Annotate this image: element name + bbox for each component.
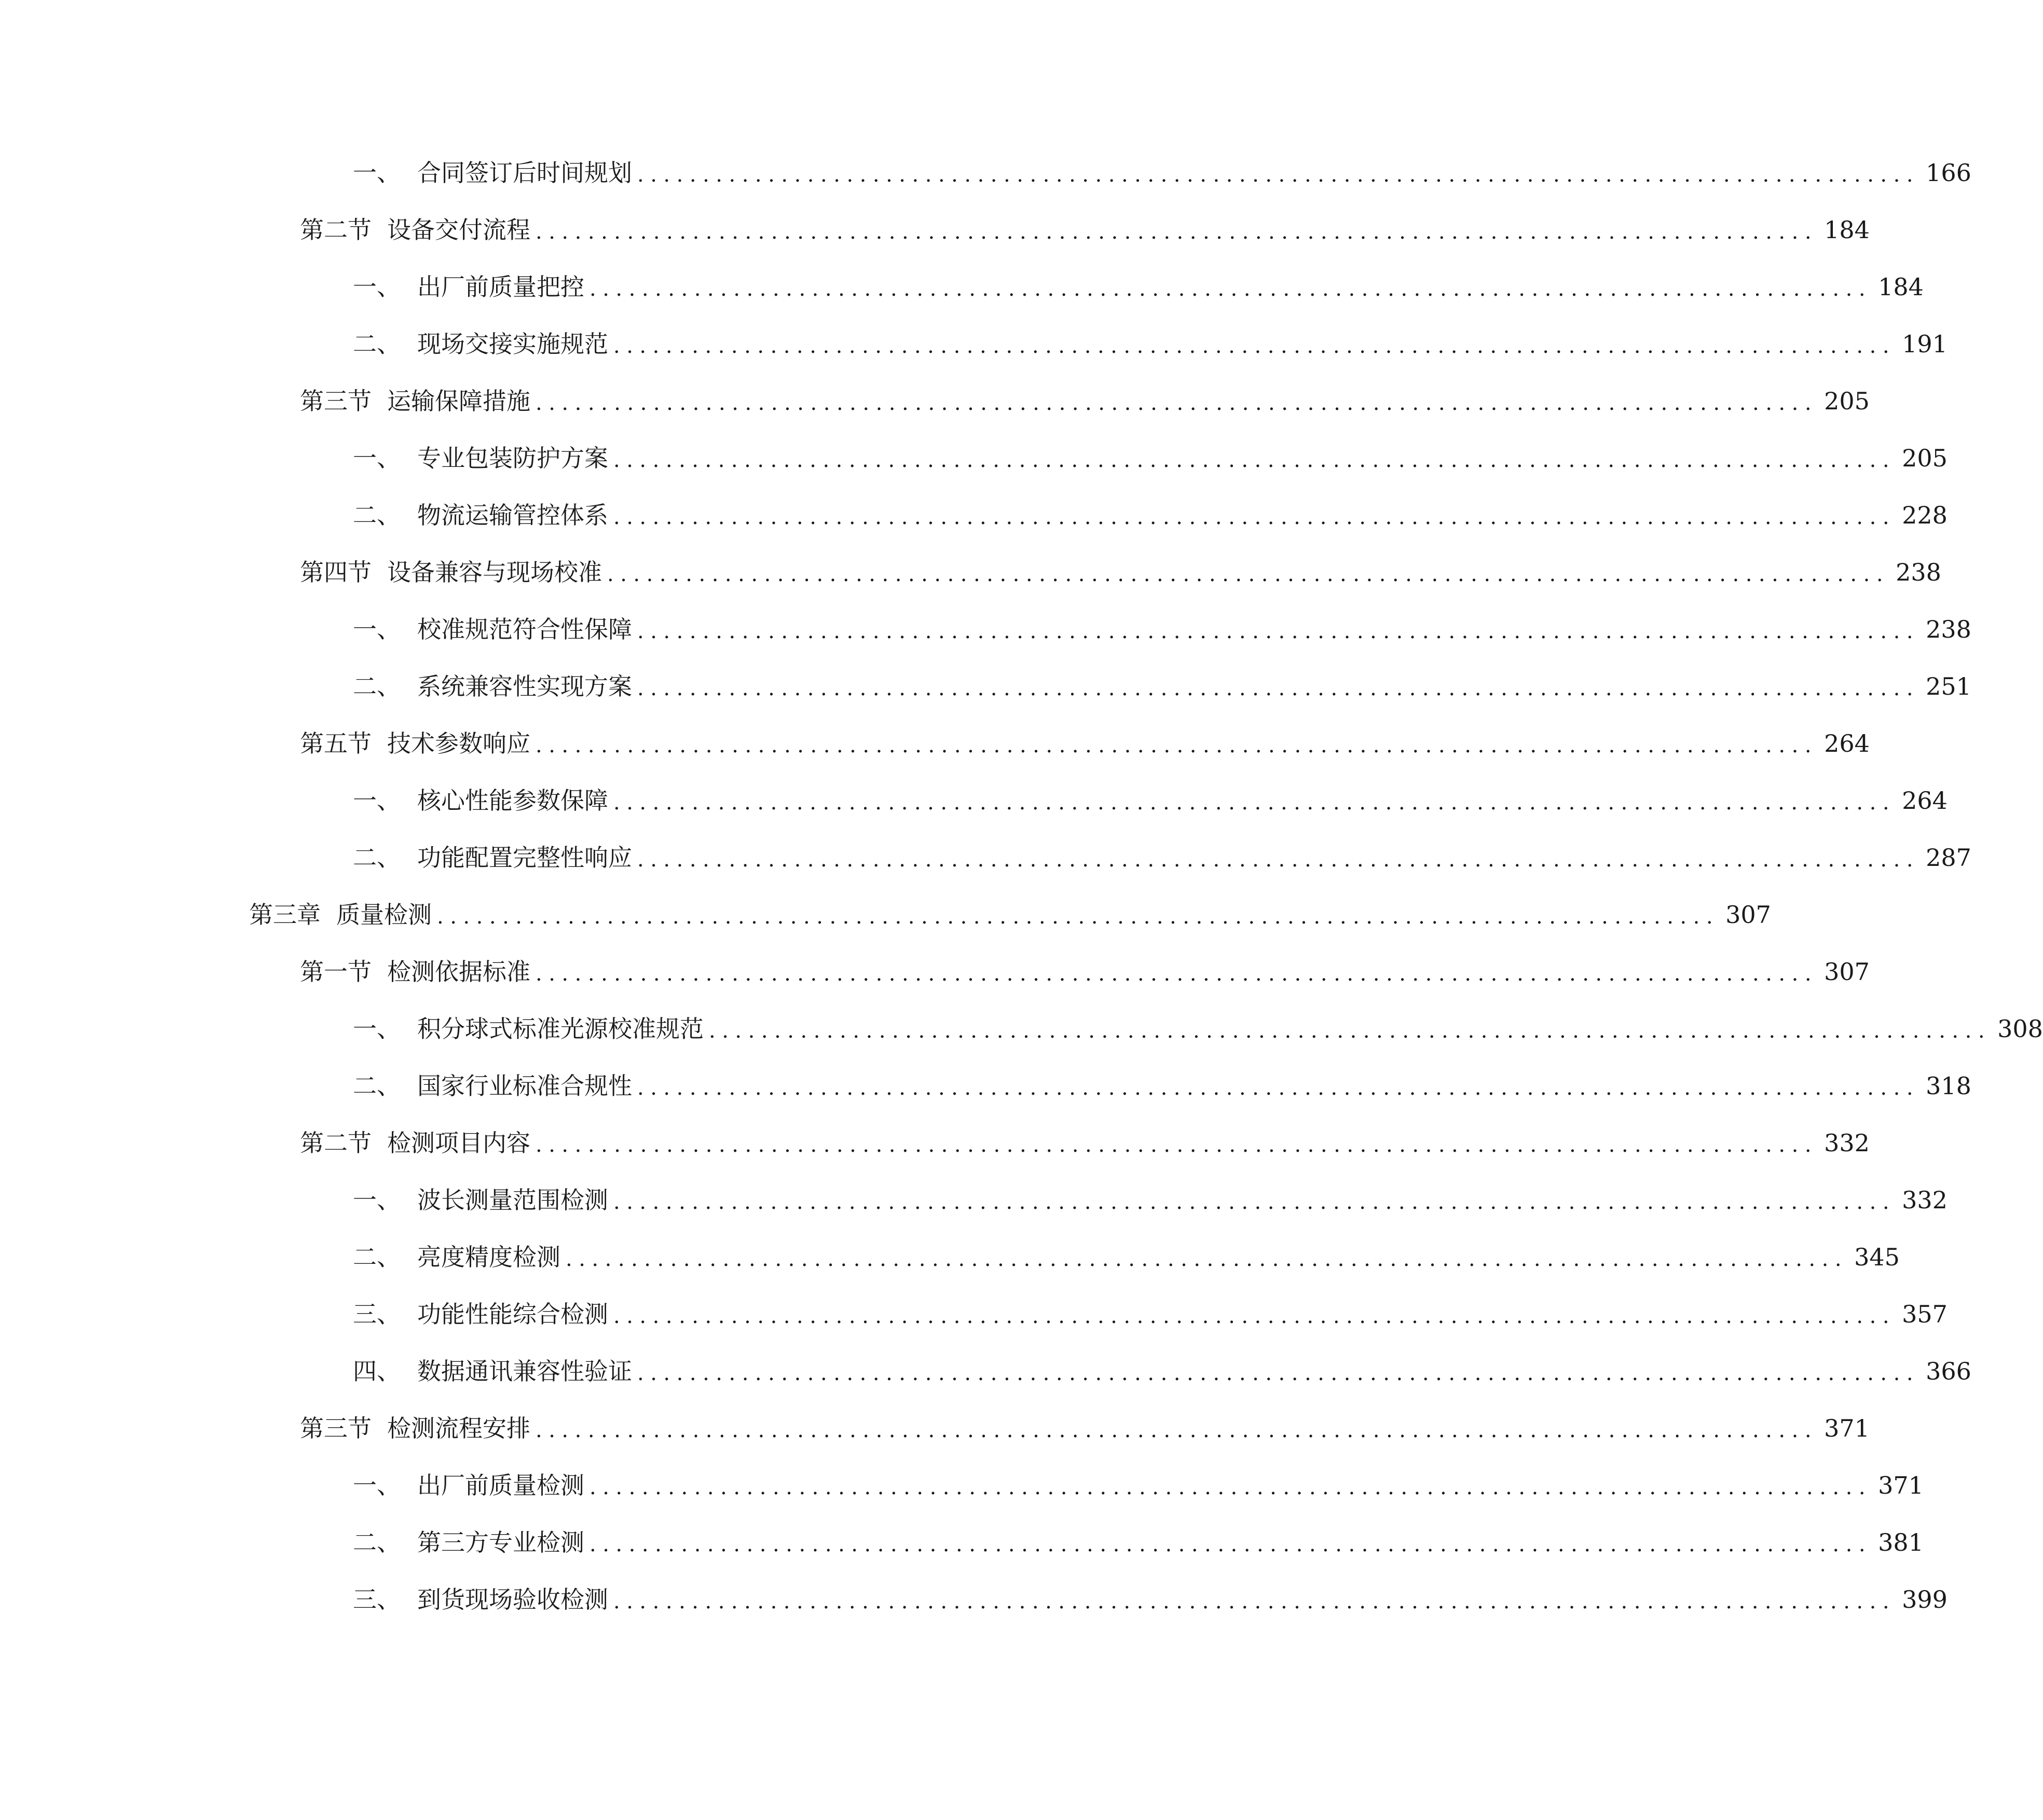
entry-title: 到货现场验收检测 bbox=[417, 1585, 608, 1614]
dot-leader: .................................................................................................. bbox=[613, 334, 1896, 358]
entry-page-number: 191 bbox=[1902, 330, 1948, 358]
entry-number: 一、 bbox=[353, 444, 401, 472]
entry-title: 第三方专业检测 bbox=[417, 1528, 584, 1556]
entry-title: 出厂前质量把控 bbox=[417, 273, 584, 301]
dot-leader: .................................................................................................. bbox=[589, 1533, 1872, 1556]
entry-title: 设备交付流程 bbox=[387, 216, 530, 244]
entry-number: 一、 bbox=[353, 273, 401, 301]
dot-leader: .................................................................................................. bbox=[437, 905, 1720, 929]
entry-page-number: 166 bbox=[1926, 159, 1971, 187]
toc-entry[interactable] bbox=[353, 1011, 2043, 1047]
entry-title: 检测依据标准 bbox=[387, 958, 530, 986]
entry-title: 波长测量范围检测 bbox=[417, 1186, 608, 1214]
entry-number: 二、 bbox=[353, 330, 401, 358]
entry-page-number: 357 bbox=[1902, 1300, 1948, 1328]
entry-title: 数据通讯兼容性验证 bbox=[417, 1357, 632, 1385]
entry-number: 一、 bbox=[353, 787, 401, 815]
toc-entry[interactable] bbox=[353, 155, 1971, 191]
entry-title: 检测项目内容 bbox=[387, 1129, 530, 1157]
toc-entry[interactable] bbox=[300, 383, 1870, 419]
dot-leader: .................................................................................................. bbox=[637, 848, 1920, 872]
entry-number: 第一节 bbox=[300, 958, 372, 986]
dot-leader: .................................................................................................. bbox=[536, 220, 1818, 244]
entry-title: 功能性能综合检测 bbox=[417, 1300, 608, 1328]
dot-leader: .................................................................................................. bbox=[637, 677, 1920, 700]
toc-entry[interactable] bbox=[353, 1353, 1971, 1389]
dot-leader: .................................................................................................. bbox=[613, 791, 1896, 815]
entry-title: 检测流程安排 bbox=[387, 1414, 530, 1442]
entry-number: 二、 bbox=[353, 672, 401, 700]
entry-number: 四、 bbox=[353, 1357, 401, 1385]
entry-title: 现场交接实施规范 bbox=[417, 330, 608, 358]
entry-number: 二、 bbox=[353, 844, 401, 872]
toc-entry[interactable] bbox=[353, 782, 1948, 819]
entry-page-number: 366 bbox=[1926, 1357, 1971, 1385]
dot-leader: .................................................................................................. bbox=[613, 448, 1896, 472]
toc-entry[interactable] bbox=[353, 326, 1948, 362]
dot-leader: .................................................................................................. bbox=[637, 1361, 1920, 1385]
toc-entry[interactable] bbox=[300, 725, 1870, 762]
entry-page-number: 238 bbox=[1926, 615, 1971, 643]
toc-entry[interactable] bbox=[353, 839, 1971, 876]
toc-entry[interactable] bbox=[353, 1068, 1971, 1104]
dot-leader: .................................................................................................. bbox=[536, 962, 1818, 986]
entry-title: 合同签订后时间规划 bbox=[417, 159, 632, 187]
entry-number: 一、 bbox=[353, 1186, 401, 1214]
entry-title: 积分球式标准光源校准规范 bbox=[417, 1015, 704, 1043]
entry-title: 国家行业标准合规性 bbox=[417, 1072, 632, 1100]
entry-number: 第三节 bbox=[300, 387, 372, 415]
entry-page-number: 381 bbox=[1878, 1528, 1924, 1556]
entry-title: 功能配置完整性响应 bbox=[417, 844, 632, 872]
toc-entry[interactable] bbox=[353, 440, 1948, 476]
entry-page-number: 238 bbox=[1896, 558, 1941, 586]
entry-title: 物流运输管控体系 bbox=[417, 501, 608, 529]
entry-page-number: 184 bbox=[1824, 216, 1870, 244]
entry-page-number: 307 bbox=[1725, 901, 1771, 929]
dot-leader: .................................................................................................. bbox=[536, 391, 1818, 415]
toc-entry[interactable] bbox=[300, 1410, 1870, 1446]
entry-number: 第三节 bbox=[300, 1414, 372, 1442]
toc-entry[interactable] bbox=[353, 668, 1971, 705]
entry-title: 校准规范符合性保障 bbox=[417, 615, 632, 643]
dot-leader: .................................................................................................. bbox=[613, 1590, 1896, 1614]
entry-page-number: 308 bbox=[1997, 1015, 2043, 1043]
entry-number: 第五节 bbox=[300, 729, 372, 757]
entry-page-number: 205 bbox=[1824, 387, 1870, 415]
dot-leader: .................................................................................................. bbox=[536, 1133, 1818, 1157]
entry-page-number: 332 bbox=[1824, 1129, 1870, 1157]
entry-number: 一、 bbox=[353, 1471, 401, 1499]
dot-leader: .................................................................................................. bbox=[566, 1247, 1848, 1271]
entry-title: 系统兼容性实现方案 bbox=[417, 672, 632, 700]
toc-entry[interactable] bbox=[300, 1125, 1870, 1161]
entry-number: 第三章 bbox=[249, 901, 321, 929]
toc-entry[interactable] bbox=[353, 1296, 1948, 1332]
entry-number: 三、 bbox=[353, 1300, 401, 1328]
entry-title: 设备兼容与现场校准 bbox=[387, 558, 602, 586]
dot-leader: .................................................................................................. bbox=[607, 562, 1890, 586]
entry-page-number: 205 bbox=[1902, 444, 1948, 472]
entry-number: 一、 bbox=[353, 159, 401, 187]
entry-page-number: 307 bbox=[1824, 958, 1870, 986]
toc-entry[interactable] bbox=[353, 497, 1948, 533]
entry-number: 第四节 bbox=[300, 558, 372, 586]
entry-page-number: 345 bbox=[1854, 1243, 1900, 1271]
dot-leader: .................................................................................................. bbox=[536, 734, 1818, 757]
toc-entry[interactable] bbox=[300, 954, 1870, 990]
entry-page-number: 228 bbox=[1902, 501, 1948, 529]
entry-number: 第二节 bbox=[300, 1129, 372, 1157]
toc-entry[interactable] bbox=[249, 897, 1771, 933]
entry-page-number: 251 bbox=[1926, 672, 1971, 700]
entry-number: 三、 bbox=[353, 1585, 401, 1614]
toc-entry[interactable] bbox=[353, 1239, 1900, 1275]
entry-page-number: 264 bbox=[1824, 729, 1870, 757]
dot-leader: .................................................................................................. bbox=[637, 1076, 1920, 1100]
toc-entry[interactable] bbox=[353, 1467, 1924, 1504]
entry-title: 运输保障措施 bbox=[387, 387, 530, 415]
dot-leader: .................................................................................................. bbox=[637, 619, 1920, 643]
toc-entry[interactable] bbox=[353, 611, 1971, 647]
entry-title: 核心性能参数保障 bbox=[417, 787, 608, 815]
entry-number: 二、 bbox=[353, 1072, 401, 1100]
dot-leader: .................................................................................................. bbox=[613, 1304, 1896, 1328]
entry-number: 二、 bbox=[353, 1528, 401, 1556]
entry-number: 一、 bbox=[353, 1015, 401, 1043]
dot-leader: .................................................................................................. bbox=[709, 1019, 1992, 1043]
entry-page-number: 332 bbox=[1902, 1186, 1948, 1214]
toc-entry[interactable] bbox=[300, 212, 1870, 248]
entry-title: 专业包装防护方案 bbox=[417, 444, 608, 472]
toc-entry[interactable] bbox=[353, 269, 1924, 305]
entry-number: 一、 bbox=[353, 615, 401, 643]
dot-leader: .................................................................................................. bbox=[613, 1190, 1896, 1214]
toc-entry[interactable] bbox=[353, 1581, 1948, 1618]
toc-entry[interactable] bbox=[353, 1182, 1948, 1218]
dot-leader: .................................................................................................. bbox=[613, 505, 1896, 529]
entry-title: 质量检测 bbox=[336, 901, 432, 929]
entry-title: 亮度精度检测 bbox=[417, 1243, 560, 1271]
entry-page-number: 371 bbox=[1824, 1414, 1870, 1442]
entry-page-number: 371 bbox=[1878, 1471, 1924, 1499]
dot-leader: .................................................................................................. bbox=[637, 163, 1920, 187]
toc-entry[interactable] bbox=[353, 1524, 1924, 1561]
dot-leader: .................................................................................................. bbox=[589, 277, 1872, 301]
entry-title: 技术参数响应 bbox=[387, 729, 530, 757]
entry-page-number: 287 bbox=[1926, 844, 1971, 872]
entry-page-number: 399 bbox=[1902, 1585, 1948, 1614]
toc-entry[interactable] bbox=[300, 554, 1941, 590]
entry-number: 第二节 bbox=[300, 216, 372, 244]
entry-number: 二、 bbox=[353, 501, 401, 529]
entry-page-number: 184 bbox=[1878, 273, 1924, 301]
entry-page-number: 318 bbox=[1926, 1072, 1971, 1100]
entry-number: 二、 bbox=[353, 1243, 401, 1271]
dot-leader: .................................................................................................. bbox=[536, 1418, 1818, 1442]
entry-page-number: 264 bbox=[1902, 787, 1948, 815]
dot-leader: .................................................................................................. bbox=[589, 1476, 1872, 1499]
entry-title: 出厂前质量检测 bbox=[417, 1471, 584, 1499]
